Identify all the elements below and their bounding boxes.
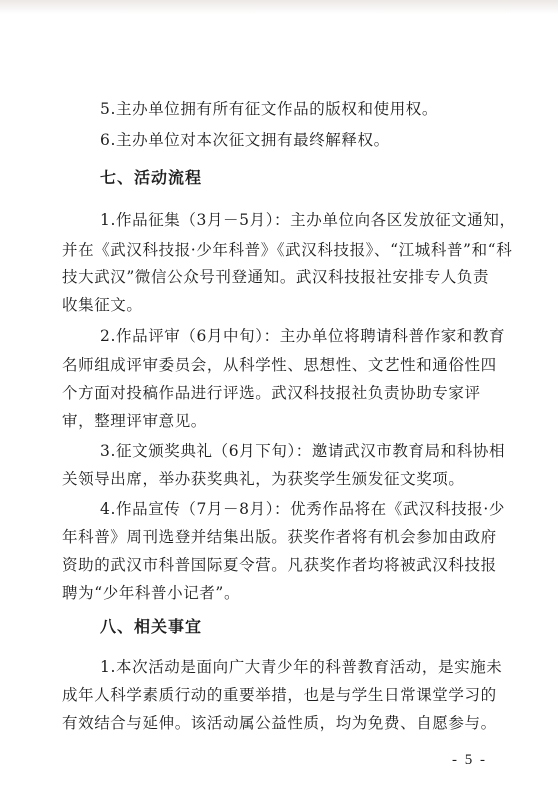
- paragraph-line: 收集征文。: [62, 296, 143, 314]
- clause-6: 6.主办单位对本次征文拥有最终解释权。: [100, 131, 390, 149]
- paragraph-line: 2.作品评审（6月中旬）：主办单位将聘请科普作家和教育: [100, 327, 506, 345]
- paragraph-line: 1.本次活动是面向广大青少年的科普教育活动，是实施未: [100, 658, 503, 676]
- clause-5: 5.主办单位拥有所有征文作品的版权和使用权。: [100, 100, 438, 118]
- paragraph-line: 关领导出席，举办获奖典礼，为获奖学生颁发征文奖项。: [62, 470, 465, 488]
- paragraph-line: 并在《武汉科技报·少年科普》《武汉科技报》、“江城科普”和“科: [62, 241, 513, 259]
- paragraph-line: 3.征文颁奖典礼（6月下旬）：邀请武汉市教育局和科协相: [100, 442, 506, 460]
- paragraph-line: 名师组成评审委员会，从科学性、思想性、文艺性和通俗性四: [62, 356, 497, 374]
- paragraph-line: 1.作品征集（3月－5月）：主办单位向各区发放征文通知，: [100, 211, 516, 229]
- section-heading-process: 七、活动流程: [100, 168, 203, 187]
- paragraph-line: 资助的武汉市科普国际夏令营。凡获奖作者均将被武汉科技报: [62, 556, 497, 574]
- scan-edge-shadow: [0, 0, 558, 14]
- paragraph-line: 聘为“少年科普小记者”。: [62, 584, 241, 602]
- section-heading-matters: 八、相关事宜: [100, 617, 203, 636]
- paragraph-line: 审，整理评审意见。: [62, 412, 207, 430]
- page-number: - 5 -: [452, 752, 487, 768]
- paragraph-line: 成年人科学素质行动的重要举措，也是与学生日常课堂学习的: [62, 686, 497, 704]
- paragraph-line: 有效结合与延伸。该活动属公益性质，均为免费、自愿参与。: [62, 714, 497, 732]
- paragraph-line: 个方面对投稿作品进行评选。武汉科技报社负责协助专家评: [62, 384, 481, 402]
- paragraph-line: 4.作品宣传（7月－8月）：优秀作品将在《武汉科技报·少: [100, 500, 505, 518]
- paragraph-line: 年科普》周刊选登并结集出版。获奖作者将有机会参加由政府: [62, 528, 497, 546]
- paragraph-line: 技大武汉”微信公众号刊登通知。武汉科技报社安排专人负责: [62, 268, 490, 286]
